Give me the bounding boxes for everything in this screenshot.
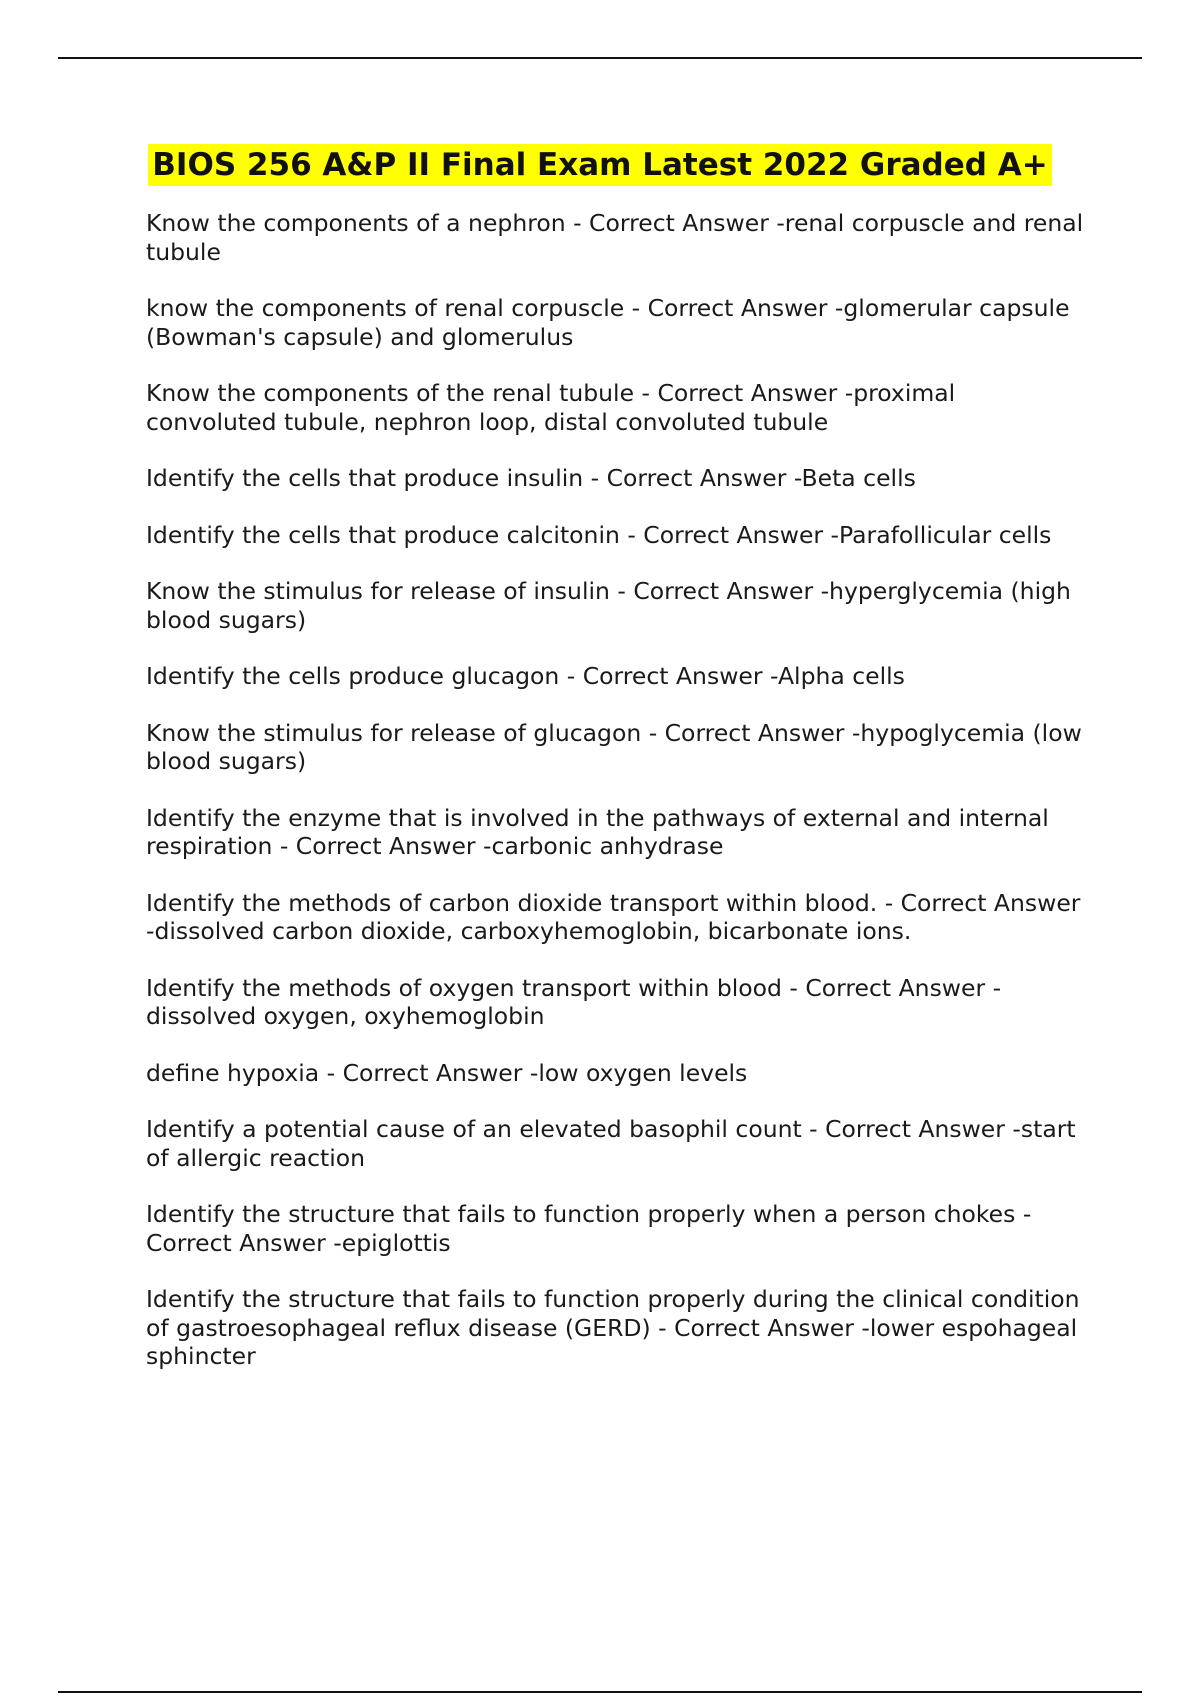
qa-item: Know the components of the renal tubule - Correct Answer -proximal convoluted tubule, nephron loop, distal convoluted tubule xyxy=(146,379,956,436)
qa-item: Know the stimulus for release of insulin - Correct Answer -hyperglycemia (high blood sugars) xyxy=(146,577,1071,634)
title-container xyxy=(0,144,1200,186)
qa-item: Identify a potential cause of an elevated basophil count - Correct Answer -start of allergic reaction xyxy=(146,1115,1076,1172)
qa-item: define hypoxia - Correct Answer -low oxygen levels xyxy=(146,1058,748,1087)
document-title: BIOS 256 A&P II Final Exam Latest 2022 Graded A+ xyxy=(148,144,1051,186)
qa-item: Identify the structure that fails to function properly during the clinical condition of gastroesophageal reflux disease (GERD) - Correct Answer -lower espohageal sphincter xyxy=(146,1285,1080,1370)
qa-item: Know the components of a nephron - Correct Answer -renal corpuscle and renal tubule xyxy=(146,209,1084,266)
top-divider xyxy=(58,57,1142,59)
qa-item: Identify the enzyme that is involved in the pathways of external and internal respiration - Correct Answer -carbonic anhydrase xyxy=(146,803,1049,860)
question-answer-list xyxy=(146,209,1086,1399)
qa-item: Identify the cells that produce calcitonin - Correct Answer -Parafollicular cells xyxy=(146,520,1052,549)
bottom-divider xyxy=(58,1691,1142,1693)
qa-item: Identify the methods of oxygen transport within blood - Correct Answer -dissolved oxygen, oxyhemoglobin xyxy=(146,973,1002,1030)
qa-item: know the components of renal corpuscle - Correct Answer -glomerular capsule (Bowman's capsule) and glomerulus xyxy=(146,294,1070,351)
qa-item: Identify the cells produce glucagon - Correct Answer -Alpha cells xyxy=(146,662,905,690)
qa-item: Identify the methods of carbon dioxide transport within blood. - Correct Answer -dissolved carbon dioxide, carboxyhemoglobin, bicarbonate ions. xyxy=(146,888,1081,945)
qa-item: Know the stimulus for release of glucagon - Correct Answer -hypoglycemia (low blood sugars) xyxy=(146,718,1082,775)
qa-item: Identify the structure that fails to function properly when a person chokes - Correct Answer -epiglottis xyxy=(146,1200,1032,1257)
qa-item: Identify the cells that produce insulin - Correct Answer -Beta cells xyxy=(146,464,916,492)
